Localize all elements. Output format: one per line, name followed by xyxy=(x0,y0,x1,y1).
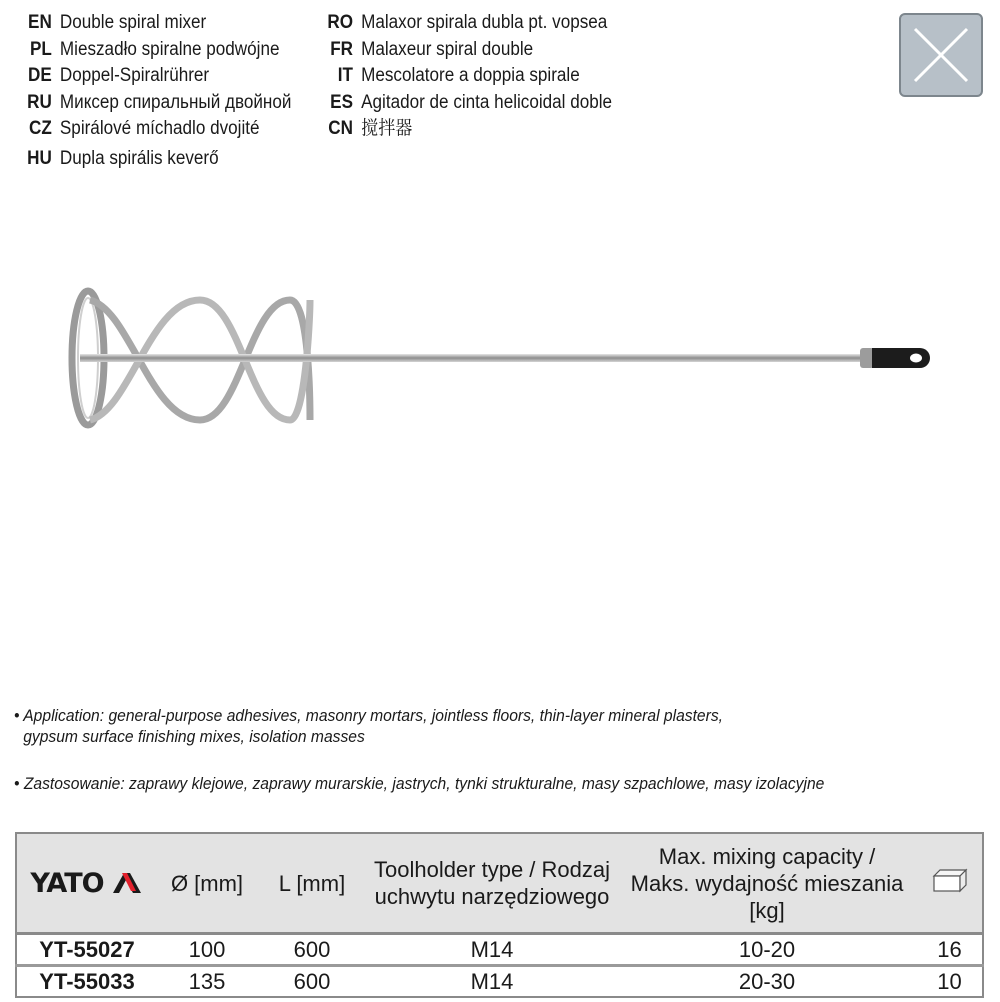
capacity-value: 10-20 xyxy=(738,937,796,962)
name-row-ru xyxy=(14,90,291,117)
length-value: 600 xyxy=(293,969,331,994)
lang-code: HU xyxy=(27,147,52,169)
product-name: Malaxor spirala dubla pt. vopsea xyxy=(361,12,608,33)
name-row-es xyxy=(326,90,612,117)
product-code: YT-55033 xyxy=(39,969,135,994)
diameter-value: 100 xyxy=(188,937,226,962)
lang-code: CN xyxy=(328,118,353,139)
lang-code: RU xyxy=(27,91,52,113)
application-en-line2: gypsum surface finishing mixes, isolation masses xyxy=(23,727,365,746)
table-header-row xyxy=(16,833,983,934)
lang-code: PL xyxy=(29,38,52,60)
toolholder-header xyxy=(367,833,617,934)
lang-code: IT xyxy=(337,65,353,86)
name-row-en xyxy=(14,10,291,37)
lang-code: DE xyxy=(28,65,52,86)
diameter-header: Ø [mm] xyxy=(157,833,257,934)
application-en xyxy=(14,705,824,747)
product-names-left xyxy=(14,10,291,172)
name-row-it xyxy=(326,63,612,90)
lang-code: RO xyxy=(327,12,353,33)
capacity-header xyxy=(617,833,917,934)
name-row-cn xyxy=(326,116,612,143)
name-row-ro xyxy=(326,10,612,37)
application-en-line1: • Application: general-purpose adhesives, masonry mortars, jointless floors, thin-layer mineral plasters, xyxy=(14,706,724,725)
name-row-fr xyxy=(326,37,612,64)
product-name: Mieszadło spiralne podwójne xyxy=(59,38,280,60)
yato-logo-icon xyxy=(110,871,144,895)
qty-value: 16 xyxy=(937,937,962,962)
brand-name: YATO xyxy=(30,867,104,899)
capacity-header-line2: Maks. wydajność mieszania xyxy=(630,870,904,896)
product-code: YT-55027 xyxy=(39,937,135,962)
capacity-header-line1: Max. mixing capacity / xyxy=(658,843,876,869)
toolholder-header-line2: uchwytu narzędziowego xyxy=(374,884,610,909)
table-row xyxy=(16,934,983,966)
lang-code: CZ xyxy=(29,118,52,139)
close-icon xyxy=(901,15,981,95)
capacity-value: 20-30 xyxy=(738,969,796,994)
lang-code: FR xyxy=(330,38,353,60)
product-name: Doppel-Spiralrührer xyxy=(59,65,210,86)
toolholder-value: M14 xyxy=(470,969,514,994)
spiral-mixer-image xyxy=(60,280,940,440)
qty-value: 10 xyxy=(937,969,962,994)
product-name: Agitador de cinta helicoidal doble xyxy=(361,91,613,113)
application-notes xyxy=(14,705,824,820)
product-name: Double spiral mixer xyxy=(59,12,207,33)
name-row-cz xyxy=(14,116,291,143)
toolholder-header-line1: Toolholder type / Rodzaj xyxy=(373,857,611,882)
capacity-header-line3: [kg] xyxy=(749,897,785,923)
toolholder-value: M14 xyxy=(470,937,514,962)
close-button[interactable] xyxy=(899,13,983,97)
product-name: Mescolatore a doppia spirale xyxy=(361,65,580,86)
application-pl: • Zastosowanie: zaprawy klejowe, zaprawy murarskie, jastrych, tynki strukturalne, masy szpachlowe, masy izolacyjne xyxy=(14,774,825,793)
yato-logo xyxy=(17,867,157,899)
product-name: Spirálové míchadlo dvojité xyxy=(59,118,260,139)
product-name: Dupla spirális keverő xyxy=(59,147,219,169)
table-row xyxy=(16,966,983,998)
name-row-pl xyxy=(14,37,291,64)
product-names-right xyxy=(326,10,612,143)
product-name: Malaxeur spiral double xyxy=(361,38,534,60)
lang-code: ES xyxy=(330,91,353,113)
product-name: Миксер спиральный двойной xyxy=(59,91,292,113)
length-header: L [mm] xyxy=(257,833,367,934)
lang-code: EN xyxy=(28,12,52,33)
box-icon xyxy=(930,867,970,893)
length-value: 600 xyxy=(293,937,331,962)
diameter-value: 135 xyxy=(188,969,226,994)
package-header xyxy=(917,833,983,934)
brand-header xyxy=(16,833,157,934)
name-row-de xyxy=(14,63,291,90)
name-row-hu xyxy=(14,146,291,173)
product-name: 搅拌器 xyxy=(361,118,413,139)
spec-table xyxy=(15,832,984,998)
